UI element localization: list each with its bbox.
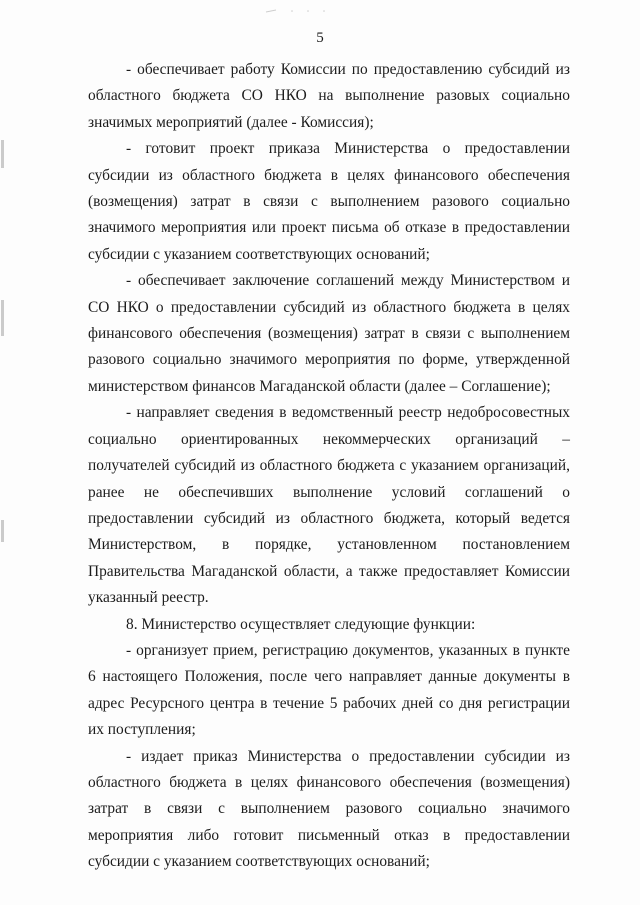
paragraph: - обеспечивает работу Комиссии по предоставлению субсидий из областного бюджета СО НКО на выполнение разовых социально значимых мероприятий (далее - Комиссия); [88, 61, 570, 131]
scan-artifact [262, 8, 342, 14]
body-text [88, 57, 570, 876]
scan-edge-mark [1, 300, 4, 336]
paragraph: - направляет сведения в ведомственный реестр недобросовестных социально ориентированных некоммерческих организаций – получателей субсидий из областного бюджета с указанием организаций, ранее не обеспечивших выполнение условий соглашений о предоставлении субсидий из областного бюджета, который ведется Министерством, в порядке, установленном постановлением Правительства Магаданской области, а также предоставляет Комиссии указанный реестр. [88, 404, 570, 607]
scan-edge-mark [1, 520, 4, 542]
paragraph: - обеспечивает заключение соглашений между Министерством и СО НКО о предоставлении субсидий из областного бюджета в целях финансового обеспечения (возмещения) затрат в связи с выполнением разового социально значимого мероприятия по форме, утвержденной министерством финансов Магаданской области (далее – Соглашение); [88, 272, 570, 395]
paragraph: - организует прием, регистрацию документов, указанных в пункте 6 настоящего Положения, после чего направляет данные документы в адрес Ресурсного центра в течение 5 рабочих дней со дня регистрации их поступления; [88, 641, 570, 739]
paragraph: - издает приказ Министерства о предоставлении субсидии из областного бюджета в целях финансового обеспечения (возмещения) затрат в связи с выполнением разового социально значимого мероприятия либо готовит письменный отказ в предоставлении субсидии с указанием соответствующих оснований; [88, 747, 570, 871]
paragraph: - готовит проект приказа Министерства о предоставлении субсидии из областного бюджета в целях финансового обеспечения (возмещения) затрат в связи с выполнением разового социально значимого мероприятия или проект письма об отказе в предоставлении субсидии с указанием соответствующих оснований; [88, 140, 570, 263]
page-number: 5 [316, 30, 324, 46]
section-heading: 8. Министерство осуществляет следующие функции: [126, 615, 476, 633]
scan-edge-mark [1, 140, 4, 168]
